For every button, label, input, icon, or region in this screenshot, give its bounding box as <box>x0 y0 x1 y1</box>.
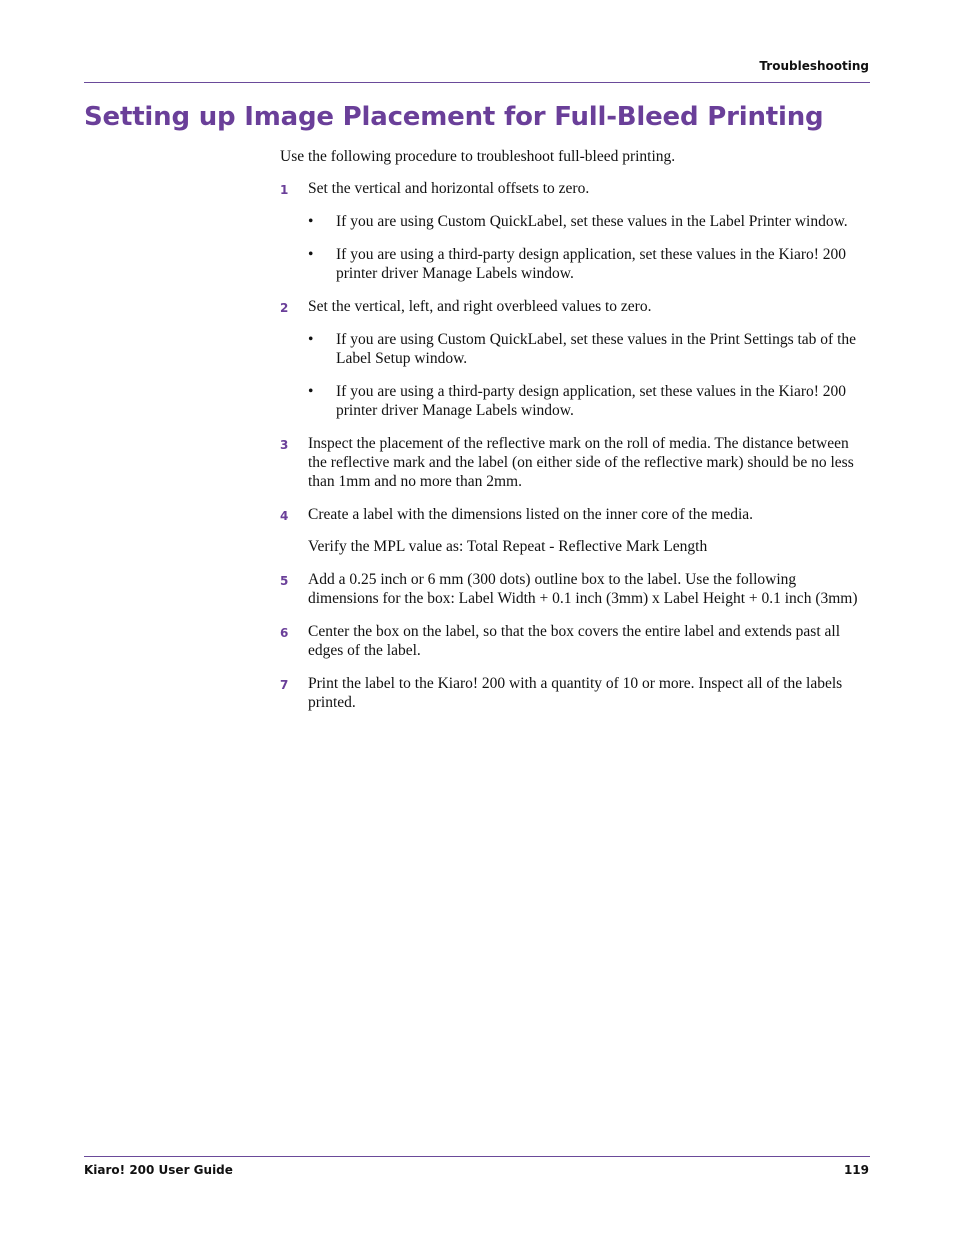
bullet-icon: • <box>308 213 314 230</box>
step-number: 4 <box>280 509 289 523</box>
step-text: Set the vertical and horizontal offsets to zero. <box>308 180 590 197</box>
step-number: 2 <box>280 301 289 315</box>
step-5 <box>280 570 870 608</box>
step-7 <box>280 674 870 712</box>
step-1 <box>280 179 870 283</box>
step-note: Verify the MPL value as: Total Repeat - Reflective Mark Length <box>308 538 708 555</box>
bullet-icon: • <box>308 331 314 348</box>
bullet-text: If you are using Custom QuickLabel, set these values in the Label Printer window. <box>336 213 848 230</box>
bullet-icon: • <box>308 246 314 263</box>
list-item <box>308 330 870 368</box>
page-number: 119 <box>843 1163 869 1177</box>
step-6 <box>280 622 870 660</box>
procedure-body <box>280 147 870 726</box>
step-4 <box>280 505 870 556</box>
bullet-text: If you are using a third-party design application, set these values in the Kiaro! 200 printer driver Manage Labels window. <box>336 246 847 282</box>
step-number: 3 <box>280 438 289 452</box>
bullet-list <box>308 212 870 283</box>
bullet-icon: • <box>308 383 314 400</box>
step-text: Center the box on the label, so that the box covers the entire label and extends past all edges of the label. <box>308 623 841 659</box>
step-2 <box>280 297 870 420</box>
page-title: Setting up Image Placement for Full-Bleed Printing <box>84 102 824 132</box>
footer-rule <box>84 1156 870 1157</box>
step-text: Print the label to the Kiaro! 200 with a quantity of 10 or more. Inspect all of the labels printed. <box>308 675 843 711</box>
list-item <box>308 382 870 420</box>
step-text: Set the vertical, left, and right overbleed values to zero. <box>308 298 652 315</box>
step-number: 1 <box>280 183 289 197</box>
bullet-text: If you are using Custom QuickLabel, set these values in the Print Settings tab of the Label Setup window. <box>336 331 857 367</box>
step-number: 6 <box>280 626 289 640</box>
header-rule <box>84 82 870 83</box>
step-text: Add a 0.25 inch or 6 mm (300 dots) outline box to the label. Use the following dimensions for the box: Label Width + 0.1 inch (3mm) x Label Height + 0.1 inch (3mm) <box>308 571 858 607</box>
bullet-text: If you are using a third-party design application, set these values in the Kiaro! 200 printer driver Manage Labels window. <box>336 383 847 419</box>
list-item <box>308 212 870 231</box>
step-3 <box>280 434 870 491</box>
list-item <box>308 245 870 283</box>
intro-paragraph: Use the following procedure to troubleshoot full-bleed printing. <box>280 148 676 165</box>
step-text: Inspect the placement of the reflective mark on the roll of media. The distance between the reflective mark and the label (on either side of the reflective mark) should be no less than 1mm and no more than 2mm. <box>308 435 854 490</box>
step-number: 7 <box>280 678 289 692</box>
bullet-list <box>308 330 870 420</box>
footer-guide-title: Kiaro! 200 User Guide <box>84 1163 233 1177</box>
running-header: Troubleshooting <box>759 59 869 73</box>
step-number: 5 <box>280 574 289 588</box>
step-text: Create a label with the dimensions listed on the inner core of the media. <box>308 506 754 523</box>
